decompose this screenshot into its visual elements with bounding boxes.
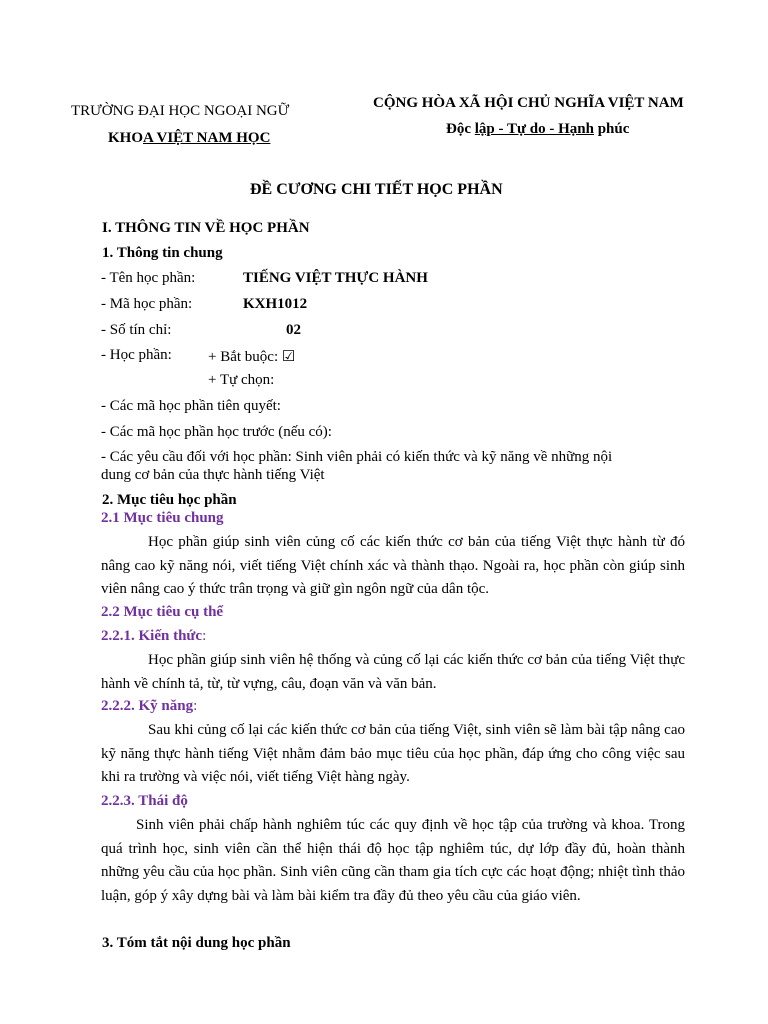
motto-part-c: phúc: [593, 121, 630, 137]
faculty-name-prefix: KHO: [108, 130, 144, 146]
section-1-heading: I. THÔNG TIN VỀ HỌC PHẦN: [102, 220, 310, 236]
course-code-value: KXH1012: [243, 296, 308, 312]
university-name: TRƯỜNG ĐẠI HỌC NGOẠI NGỮ: [71, 103, 290, 119]
knowledge-heading-line: [101, 628, 206, 645]
course-name-value: TIẾNG VIỆT THỰC HÀNH: [243, 270, 428, 286]
credits-label: - Số tín chỉ:: [101, 322, 172, 338]
mandatory-option: [208, 347, 295, 366]
credits-value: 02: [286, 322, 301, 338]
content-summary-heading: 3. Tóm tắt nội dung học phần: [102, 935, 291, 951]
requirements-line-1: - Các yêu cầu đối với học phần: Sinh viên phải có kiến thức và kỹ năng về những nội: [101, 449, 613, 465]
objectives-heading: 2. Mục tiêu học phần: [102, 492, 237, 508]
document-title: ĐỀ CƯƠNG CHI TIẾT HỌC PHẦN: [250, 181, 503, 198]
motto-part-a: Độc: [446, 121, 475, 137]
skills-text: Sau khi củng cố lại các kiến thức cơ bản của tiếng Việt, sinh viên sẽ làm bài tập nâng cao kỹ năng thực hành tiếng Việt nhằm đảm bảo mục tiêu của học phần, đáp ứng cho công việc sau khi ra trường và việc nói, viết tiếng Việt hàng ngày.: [101, 722, 685, 786]
general-objective-heading: 2.1 Mục tiêu chung: [101, 510, 224, 526]
course-name-label: - Tên học phần:: [101, 270, 196, 286]
general-info-heading: 1. Thông tin chung: [102, 245, 223, 261]
knowledge-text: Học phần giúp sinh viên hệ thống và củng cố lại các kiến thức cơ bản của tiếng Việt thực hành về chính tả, từ, từ vựng, câu, đoạn văn và văn bản.: [101, 652, 685, 692]
skills-colon: :: [193, 698, 198, 714]
attitude-heading: 2.2.3. Thái độ: [101, 793, 188, 809]
faculty-name-underlined: A VIỆT NAM HỌC: [143, 130, 271, 146]
attitude-text: Sinh viên phải chấp hành nghiêm túc các quy định về học tập của trường và khoa. Trong quá trình học, sinh viên cần thể hiện thái độ học tập nghiêm túc, dự lớp đầy đủ, hoàn thành những yêu cầu của học phần. Sinh viên cũng cần tham gia tích cực các hoạt động; nhiệt tình thảo luận, góp ý xây dựng bài và làm bài kiểm tra đầy đủ theo yêu cầu của giáo viên.: [101, 817, 685, 904]
national-title: CỘNG HÒA XÃ HỘI CHỦ NGHĨA VIỆT NAM: [373, 95, 684, 111]
general-objective-text: Học phần giúp sinh viên củng cố các kiến thức cơ bản của tiếng Việt thực hành từ đó nâng cao kỹ năng nói, viết tiếng Việt chính xác và thành thạo. Ngoài ra, học phần còn giúp sinh viên nâng cao ý thức trân trọng và giữ gìn ngôn ngữ của dân tộc.: [101, 534, 685, 598]
prerequisite-courses: - Các mã học phần tiên quyết:: [101, 398, 281, 414]
course-type-label: - Học phần:: [101, 347, 172, 363]
skills-heading: 2.2.2. Kỹ năng: [101, 698, 194, 714]
elective-option: + Tự chọn:: [208, 372, 275, 388]
checked-box-icon: ☑: [281, 349, 296, 365]
knowledge-colon: :: [202, 628, 207, 644]
mandatory-label: + Bắt buộc:: [208, 349, 279, 365]
national-motto: [446, 121, 629, 138]
requirements-line-2: dung cơ bản của thực hành tiếng Việt: [101, 467, 325, 483]
skills-heading-line: [101, 698, 197, 715]
faculty-name: [108, 130, 270, 147]
specific-objective-heading: 2.2 Mục tiêu cụ thể: [101, 604, 224, 620]
knowledge-heading: 2.2.1. Kiến thức: [101, 628, 203, 644]
course-code-label: - Mã học phần:: [101, 296, 193, 312]
prior-courses: - Các mã học phần học trước (nếu có):: [101, 424, 332, 440]
motto-part-underlined: lập - Tự do - Hạnh: [474, 121, 594, 137]
